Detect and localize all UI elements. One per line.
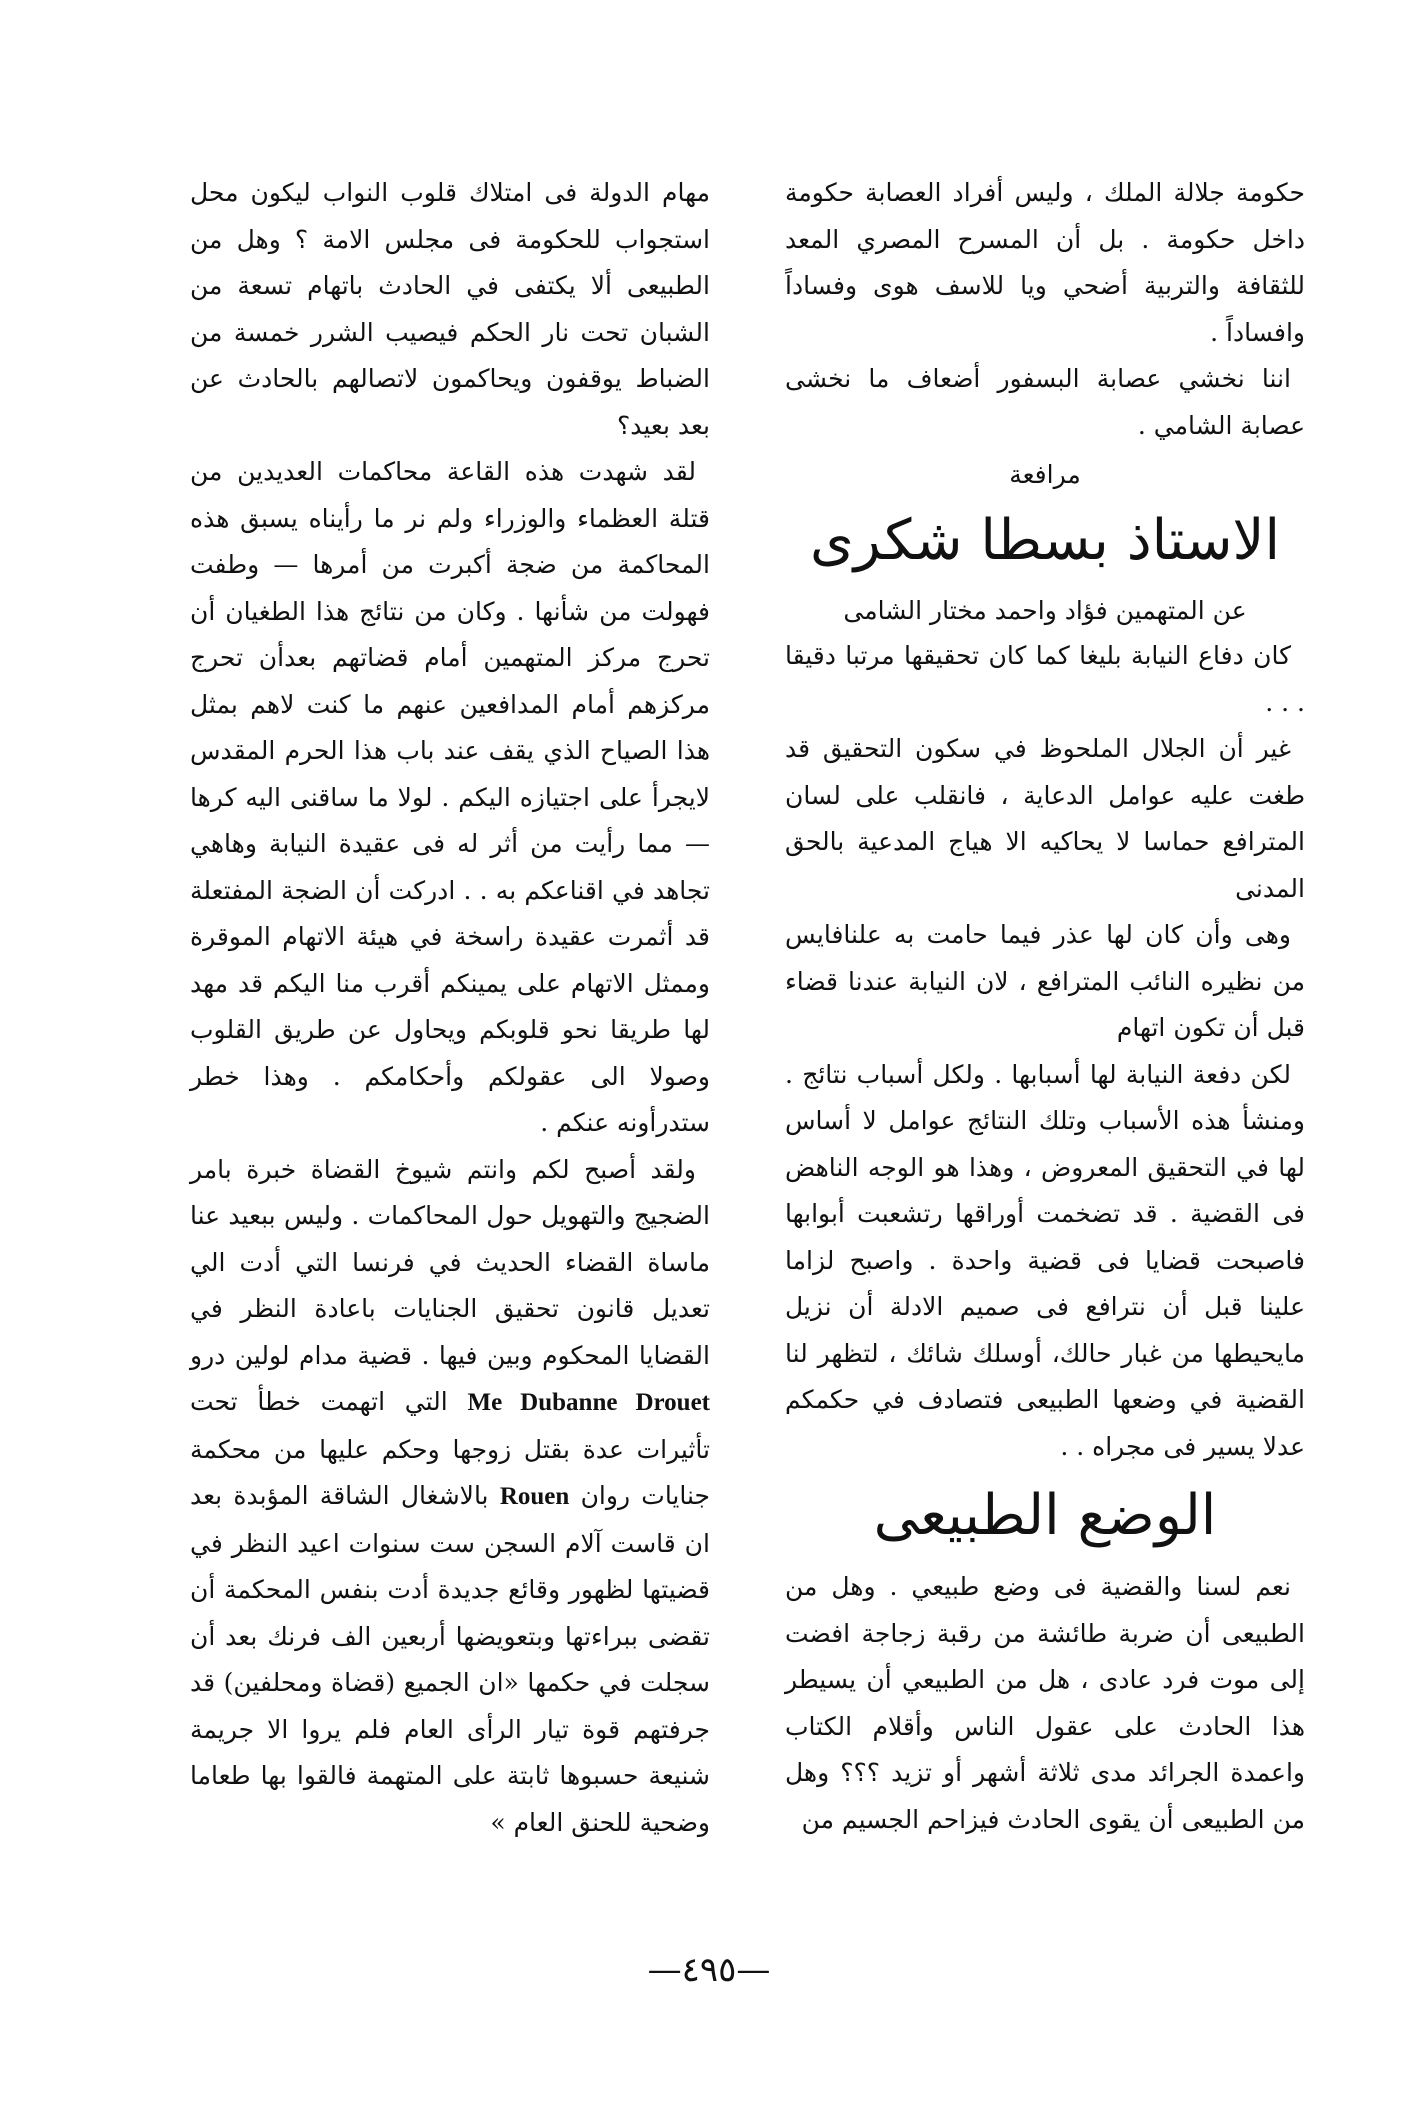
section-paragraph: نعم لسنا والقضية فى وضع طبيعي . وهل من الطبيعى أن ضربة طائشة من رقبة زجاجة افضت إلى موت فرد عادى ، هل من الطبيعي أن يسيطر هذا الحادث على عقول الناس وأقلام الكتاب واعمدة الجرائد مدى ثلاثة أشهر أو تزيد ؟؟؟ وهل من الطبيعى أن يقوى الحادث فيزاحم الجسيم من	[785, 1572, 1305, 1834]
left-column	[190, 170, 710, 1846]
paragraph-text: ولقد أصبح لكم وانتم شيوخ القضاة خبرة بامر الضجيج والتهويل حول المحاكمات . وليس ببعيد عنا ماساة القضاء الحديث في فرنسا التي أدت الي تعديل قانون تحقيق الجنايات باعادة النظر في القضايا المحكوم وبين فيها . قضية مدام لولين درو	[190, 1154, 710, 1370]
latin-name: Me Dubanne Drouet	[467, 1389, 710, 1416]
intro-paragraph: اننا نخشي عصابة البسفور أضعاف ما نخشى عصابة الشامي .	[785, 364, 1305, 440]
intro-paragraph: حكومة جلالة الملك ، وليس أفراد العصابة حكومة داخل حكومة . بل أن المسرح المصري المعد للثقافة والتربية أضحي ويا للاسف هوى وفساداً وافساداً .	[785, 178, 1305, 347]
body-paragraph	[190, 1147, 710, 1847]
article-headline: الاستاذ بسطا شكرى	[809, 508, 1281, 573]
article-subtitle: عن المتهمين فؤاد واحمد مختار الشامى	[843, 596, 1247, 625]
body-paragraph: غير أن الجلال الملحوظ في سكون التحقيق قد طغت عليه عوامل الدعاية ، فانقلب على لسان المترافع حماسا لا يحاكيه الا هياج المدعية بالحق المدنى	[785, 734, 1305, 903]
page-number: —٤٩٥—	[647, 1950, 771, 1990]
latin-name: Rouen	[499, 1483, 570, 1510]
body-paragraph: كان دفاع النيابة بليغا كما كان تحقيقها مرتبا دقيقا . . .	[785, 641, 1305, 717]
body-paragraph: لكن دفعة النيابة لها أسبابها . ولكل أسباب نتائج . ومنشأ هذه الأسباب وتلك النتائج عوامل لا أساس لها في التحقيق المعروض ، وهذا هو الوجه الناهض فى القضية . قد تضخمت أوراقها رتشعبت أبوابها فاصبحت قضايا فى قضية واحدة . واصبح لزاما علينا قبل أن نترافع فى صميم الادلة أن نزيل مايحيطها من غبار حالك، أوسلك شائك ، لتظهر لنا القضية في وضعها الطبيعى فتصادف في حكمكم عدلا يسير فى مجراه . .	[785, 1059, 1305, 1461]
body-paragraph: لقد شهدت هذه القاعة محاكمات العديدين من قتلة العظماء والوزراء ولم نر ما رأيناه يسبق هذه المحاكمة من ضجة أكبرت من أمرها — وطفت فهولت من شأنها . وكان من نتائج هذا الطغيان أن تحرج مركز المتهمين أمام قضاتهم بعدأن تحرج مركزهم أمام المدافعين عنهم ما كنت لاهم بمثل هذا الصياح الذي يقف عند باب هذا الحرم المقدس لايجرأ على اجتيازه اليكم . لولا ما ساقنى اليه كرها — مما رأيت من أثر له فى عقيدة النيابة وهاهي تجاهد في اقناعكم به . . ادركت أن الضجة المفتعلة قد أثمرت عقيدة راسخة في هيئة الاتهام الموقرة وممثل الاتهام على يمينكم أقرب منا اليكم قد مهد لها طريقا نحو قلوبكم ويحاول عن طريق القلوب وصولا الى عقولكم وأحكامكم . وهذا خطر ستدرأونه عنكم .	[190, 457, 710, 1137]
paragraph-text: بالاشغال الشاقة المؤبدة بعد ان قاست آلام السجن ست سنوات اعيد النظر في قضيتها لظهور وقائع جديدة أدت بنفس المحكمة أن تقضى ببراءتها وبتعويضها أربعين الف فرنك بعد أن سجلت في حكمها «ان الجميع (قضاة ومحلفين) قد جرفتهم قوة تيار الرأى العام فلم يروا الا جريمة شنيعة حسبوها ثابتة على المتهمة فالقوا بها طعاما وضحية للحنق العام »	[190, 1481, 710, 1837]
article-kicker: مرافعة	[1009, 460, 1081, 489]
right-column	[785, 170, 1305, 1843]
body-paragraph: وهى وأن كان لها عذر فيما حامت به علنافايس من نظيره النائب المترافع ، لان النيابة عندنا قضاء قبل أن تكون اتهام	[785, 920, 1305, 1042]
paragraph-text: التي اتهمت خطأ تحت تأثيرات عدة بقتل زوجها وحكم عليها من محكمة جنايات روان	[190, 1387, 711, 1510]
body-paragraph: مهام الدولة فى امتلاك قلوب النواب ليكون محل استجواب للحكومة فى مجلس الامة ؟ وهل من الطبيعى ألا يكتفى في الحادث باتهام تسعة من الشبان تحت نار الحكم فيصيب الشرر خمسة من الضباط يوقفون ويحاكمون لاتصالهم بالحادث عن بعد بعيد؟	[190, 178, 710, 440]
section-heading: الوضع الطبيعى	[873, 1483, 1217, 1548]
